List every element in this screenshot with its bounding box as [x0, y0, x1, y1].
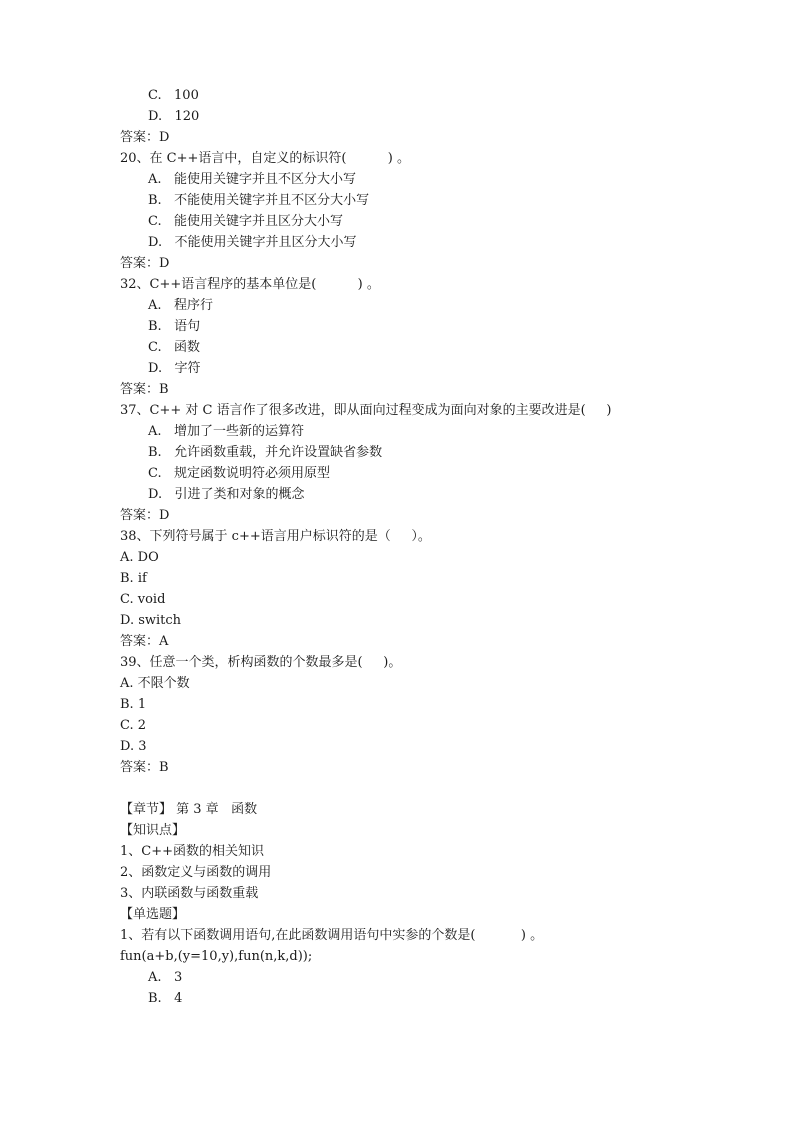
option-text: 120 [174, 109, 200, 124]
option-text: 函数 [174, 340, 201, 355]
option-text: 不能使用关键字并且不区分大小写 [174, 193, 370, 208]
answer-option [120, 232, 760, 253]
text-line: D. 3 [120, 739, 147, 754]
option-label: D. [148, 235, 163, 250]
answer-option [120, 190, 760, 211]
option-text: 语句 [174, 319, 201, 334]
text-line: 答案：B [120, 760, 169, 775]
text-line: 答案：B [120, 382, 169, 397]
text-line: 答案：A [120, 634, 169, 649]
blank-line [120, 778, 760, 799]
option-text: 允许函数重载，并允许设置缺省参数 [174, 445, 383, 460]
text-line: C. 2 [120, 718, 147, 733]
document-page [120, 85, 760, 1009]
text-line: fun(a+b,(y=10,y),fun(n,k,d)); [120, 949, 313, 964]
answer-option [120, 211, 760, 232]
answer-option [120, 106, 760, 127]
option-label: B. [148, 445, 162, 460]
answer-option [120, 295, 760, 316]
text-line: 39、任意一个类，析构函数的个数最多是( )。 [120, 655, 402, 670]
option-label: C. [148, 466, 162, 481]
text-line: A. 不限个数 [120, 676, 190, 691]
text-line: 答案：D [120, 130, 170, 145]
option-text: 4 [174, 991, 183, 1006]
text-line: 1、C++函数的相关知识 [120, 844, 265, 859]
option-text: 规定函数说明符必须用原型 [174, 466, 331, 481]
option-label: B. [148, 319, 162, 334]
option-text: 增加了一些新的运算符 [173, 424, 304, 439]
text-line: 2、函数定义与函数的调用 [120, 865, 272, 880]
text-line: B. if [120, 571, 147, 586]
text-line: 20、在 C++语言中，自定义的标识符( ) 。 [120, 151, 411, 166]
answer-option [120, 358, 760, 379]
answer-option [120, 421, 760, 442]
option-text: 100 [174, 88, 199, 103]
answer-option [120, 967, 760, 988]
text-line: 37、C++ 对 C 语言作了很多改进，即从面向过程变成为面向对象的主要改进是( ) [120, 403, 612, 418]
answer-option [120, 484, 760, 505]
option-text: 能使用关键字并且区分大小写 [174, 214, 344, 229]
option-label: D. [148, 109, 163, 124]
option-label: D. [148, 487, 163, 502]
answer-option [120, 316, 760, 337]
text-line: 3、内联函数与函数重载 [120, 886, 259, 901]
option-label: A. [148, 298, 162, 313]
answer-option [120, 988, 760, 1009]
text-line: 【章节】 第 3 章 函数 [120, 802, 258, 817]
option-label: C. [148, 214, 162, 229]
option-label: D. [148, 361, 163, 376]
answer-option [120, 169, 760, 190]
text-line: 38、下列符号属于 c++语言用户标识符的是（ ）。 [120, 529, 431, 544]
text-line: 答案：D [120, 256, 170, 271]
text-line: 答案：D [120, 508, 170, 523]
text-line: 【知识点】 [120, 823, 186, 838]
answer-option [120, 463, 760, 484]
answer-option [120, 85, 760, 106]
text-line: 【单选题】 [120, 907, 186, 922]
option-label: B. [148, 193, 162, 208]
text-line: 1、若有以下函数调用语句,在此函数调用语句中实参的个数是( ) 。 [120, 928, 544, 943]
option-text: 引进了类和对象的概念 [174, 487, 305, 502]
option-text: 不能使用关键字并且区分大小写 [174, 235, 357, 250]
option-label: A. [148, 172, 162, 187]
option-text: 3 [173, 970, 183, 985]
answer-option [120, 337, 760, 358]
option-text: 能使用关键字并且不区分大小写 [173, 172, 356, 187]
text-line: 32、C++语言程序的基本单位是( ) 。 [120, 277, 380, 292]
text-line: D. switch [120, 613, 182, 628]
option-label: B. [148, 991, 162, 1006]
option-label: C. [148, 88, 162, 103]
text-line: A. DO [120, 550, 159, 565]
text-line: B. 1 [120, 697, 147, 712]
option-label: C. [148, 340, 162, 355]
answer-option [120, 442, 760, 463]
option-text: 程序行 [173, 298, 213, 313]
option-label: A. [148, 970, 162, 985]
option-text: 字符 [174, 361, 201, 376]
option-label: A. [148, 424, 162, 439]
text-line: C. void [120, 592, 166, 607]
